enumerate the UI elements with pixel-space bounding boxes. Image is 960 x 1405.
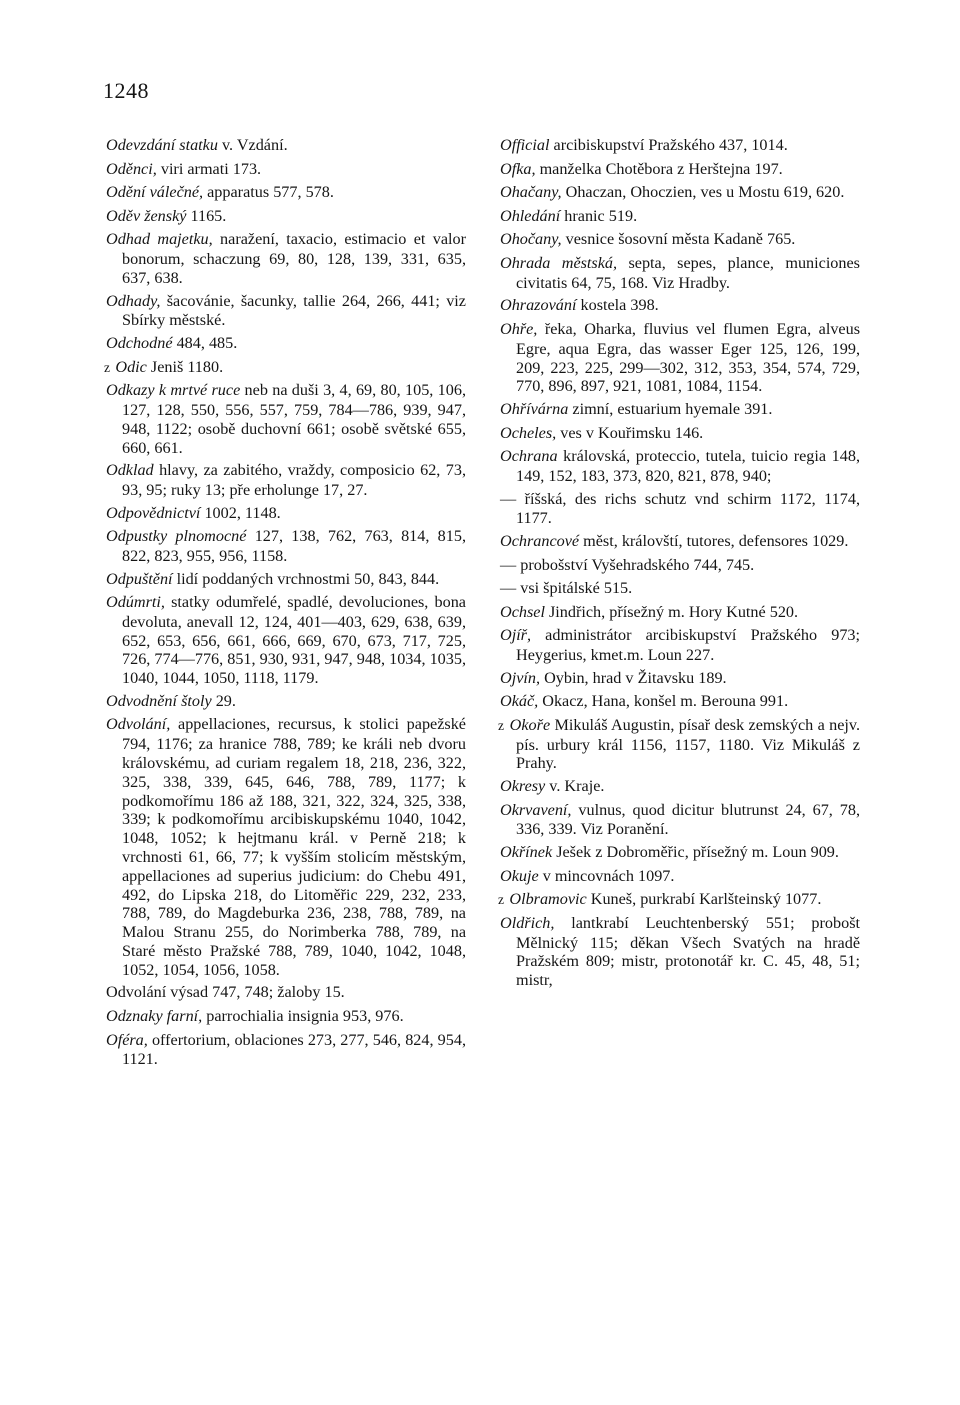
entry-text: Kuneš, purkrabí Karlšteinský 1077. <box>586 890 822 909</box>
entry-headword: Odhady, <box>106 291 161 310</box>
entry-headword: Okresy <box>500 777 546 796</box>
index-entry <box>498 447 860 486</box>
entry-text: hlavy, za zabitého, vraždy, composicio 62, 73, 93, 95; ruky 13; pře erholunge 17, 27. <box>122 461 466 499</box>
entry-headword: Okrvavení, <box>500 800 572 819</box>
entry-headword: Odklad <box>106 461 154 480</box>
index-entry <box>498 160 860 180</box>
entry-text: 29. <box>211 691 236 710</box>
entry-prefix: z <box>498 717 508 733</box>
entry-text: parrochialia insignia 953, 976. <box>202 1007 404 1026</box>
entry-headword: Ochsel <box>500 602 545 621</box>
entry-headword: Ohrada městská, <box>500 253 618 272</box>
index-entry <box>498 320 860 396</box>
entry-headword: Odpuštění <box>106 569 173 588</box>
entry-text: Odvolání výsad 747, 748; žaloby 15. <box>106 983 345 1002</box>
index-entry <box>104 381 466 457</box>
entry-text: statky odumřelé, spadlé, devoluciones, bona devoluta, anevall 12, 124, 401—403, 629, 638, 639, 652, 653, 656, 661, 666, 669, 670, 673, 717, 725, 726, 774—776, 851, 930, 931, 947, 948, 1034, 1035, 1040, 1044, 1050, 1118, 1179. <box>122 593 466 688</box>
entry-headword: Ochrancové <box>500 531 580 550</box>
entry-headword: Ofka, <box>500 159 536 178</box>
entry-headword: Okoře <box>509 715 551 734</box>
entry-text: v. Vzdání. <box>217 136 288 154</box>
entry-prefix: z <box>104 359 114 375</box>
entry-text: Oybin, hrad v Žitavsku 189. <box>540 668 727 687</box>
index-entry <box>498 400 860 420</box>
entry-text: lidí poddaných vrchnostmi 50, 843, 844. <box>172 569 440 588</box>
index-entry <box>498 692 860 712</box>
entry-text: v mincovnách 1097. <box>538 866 675 885</box>
entry-headword: Odpovědnictví <box>106 503 201 522</box>
index-entry <box>104 334 466 354</box>
index-entry <box>104 570 466 590</box>
index-entry <box>498 777 860 797</box>
index-entry <box>498 626 860 665</box>
index-entry <box>104 1007 466 1027</box>
entry-text: — vsi špitálské 515. <box>500 579 633 598</box>
index-entry <box>498 424 860 444</box>
entry-headword: Odění válečné, <box>106 183 204 202</box>
entry-text: Mikuláš Augustin, písař desk zemských a nejv. pís. urbury král 1156, 1157, 1180. Viz Mikuláš z Prahy. <box>516 715 860 773</box>
index-column-right <box>498 136 860 994</box>
entry-headword: Odevzdání statku <box>106 136 218 154</box>
index-entry <box>104 461 466 500</box>
index-entry <box>498 603 860 623</box>
entry-text: administrátor arcibiskupství Pražského 973; Heygerius, kmet.m. Loun 227. <box>516 626 860 665</box>
entry-headword: Oldřich, <box>500 913 555 932</box>
entry-headword: Oděv ženský <box>106 206 187 225</box>
index-entry <box>104 504 466 524</box>
entry-text: Jindřich, přísežný m. Hory Kutné 520. <box>544 602 799 621</box>
entry-text: 1165. <box>186 206 227 225</box>
entry-headword: Official <box>500 136 550 154</box>
index-entry <box>498 914 860 990</box>
entry-text: hranic 519. <box>560 206 638 225</box>
index-entry <box>104 136 466 156</box>
index-entry <box>498 579 860 599</box>
entry-headword: Ohačany, <box>500 183 562 202</box>
index-entry <box>104 527 466 566</box>
entry-text: vulnus, quod dicitur blutrunst 24, 67, 78, 336, 339. Viz Poranění. <box>516 800 860 839</box>
index-entry <box>104 207 466 227</box>
index-entry <box>104 715 466 979</box>
entry-text: septa, sepes, plance, municiones civitatis 64, 75, 168. Viz Hradby. <box>516 253 860 292</box>
entry-headword: Ochrana <box>500 447 558 466</box>
entry-headword: Ohočany, <box>500 230 562 249</box>
entry-text: v. Kraje. <box>545 777 605 796</box>
entry-headword: Odhad majetku, <box>106 230 213 249</box>
index-entry <box>104 183 466 203</box>
index-entry <box>498 890 860 910</box>
index-entry <box>104 358 466 378</box>
index-entry <box>498 669 860 689</box>
index-entry <box>498 296 860 316</box>
index-entry <box>498 230 860 250</box>
index-entry <box>104 593 466 688</box>
entry-text: řeka, Oharka, fluvius vel flumen Egra, alveus Egre, aqua Egra, das wasser Eger 125, 126, 199, 209, 223, 225, 299—302, 312, 353, 354, 574, 729, 770, 896, 897, 921, 1081, 1084, 1154. <box>516 319 860 396</box>
entry-text: vesnice šosovní města Kadaně 765. <box>561 230 796 249</box>
index-entry <box>498 490 860 529</box>
entry-headword: Ojvín, <box>500 668 541 687</box>
index-entry <box>498 716 860 773</box>
entry-text: manželka Chotěbora z Herštejna 197. <box>535 159 783 178</box>
entry-headword: Odkazy k mrtvé ruce <box>106 381 241 400</box>
entry-prefix: z <box>498 892 508 908</box>
entry-headword: Okáč, <box>500 692 539 711</box>
index-entry <box>498 136 860 156</box>
index-entry <box>498 532 860 552</box>
entry-text: Jeniš 1180. <box>146 357 224 376</box>
index-entry <box>104 160 466 180</box>
entry-text: šacovánie, šacunky, tallie 264, 266, 441; viz Sbírky městské. <box>122 291 466 330</box>
entry-headword: Odic <box>115 357 147 376</box>
index-entry <box>104 1031 466 1070</box>
index-entry <box>104 292 466 331</box>
entry-headword: Oféra, <box>106 1030 148 1049</box>
entry-text: Okacz, Hana, konšel m. Berouna 991. <box>538 692 789 711</box>
entry-text: kostela 398. <box>576 296 659 315</box>
entry-text: 484, 485. <box>172 333 238 352</box>
index-column-left <box>104 136 466 1073</box>
entry-headword: Ocheles, <box>500 423 557 442</box>
entry-text: offertorium, oblaciones 273, 277, 546, 824, 954, 1121. <box>122 1030 466 1069</box>
entry-text: — probošství Vyšehradského 744, 745. <box>500 555 755 574</box>
entry-headword: Odvodnění štoly <box>106 691 212 710</box>
entry-text: neb na duši 3, 4, 69, 80, 105, 106, 127, 128, 550, 556, 557, 759, 784—786, 939, 947, 948, 1122; osobě duchovní 661; osobě světské 655, 660, 661. <box>122 381 466 457</box>
entry-headword: Ojíř, <box>500 626 532 645</box>
entry-text: Ješek z Dobroměřic, přísežný m. Loun 909. <box>552 843 839 862</box>
entry-text: viri armati 173. <box>156 159 262 178</box>
index-entry <box>498 254 860 293</box>
entry-text: appellaciones, recursus, k stolici papežské 794, 1176; za hranice 788, 789; ke králi neb dvoru královskému, ad curiam regalem 18, 218, 236, 322, 325, 338, 339, 645, 646, 788, 789, 1177; k podkomořímu 186 až 188, 321, 322, 324, 325, 338, 339; k podkomořímu arcibiskupskému 1040, 1042, 1048, 1052; k hejtmanu král. v Perně 218; k vrchnosti 61, 66, 77; k vyšším stolicím městským, appellaciones ad superius judicium: do Chebu 491, 492, do Lipska 218, do Litoměřic 229, 232, 233, 788, 789, do Magdeburka 236, 238, 788, 789, na Malou Stranu 255, do Norimberka 788, 789, na Staré město Pražské 788, 789, 1040, 1042, 1048, 1052, 1054, 1056, 1058. <box>122 715 466 979</box>
index-entry <box>498 207 860 227</box>
entry-headword: Odvolání, <box>106 715 171 734</box>
index-entry <box>498 867 860 887</box>
entry-headword: Okuje <box>500 866 539 885</box>
index-entry <box>104 692 466 712</box>
entry-text: měst, královští, tutores, defensores 1029. <box>579 531 849 550</box>
entry-text: královská, proteccio, tutela, tuicio regia 148, 149, 152, 183, 373, 820, 821, 878, 940; <box>516 447 860 485</box>
entry-text: apparatus 577, 578. <box>203 183 334 202</box>
entry-headword: Okřínek <box>500 843 553 862</box>
entry-text: zimní, estuarium hyemale 391. <box>568 399 773 418</box>
entry-text: Ohaczan, Ohoczien, ves u Mostu 619, 620. <box>561 183 845 202</box>
entry-text: ves v Kouřimsku 146. <box>556 423 704 442</box>
entry-headword: Odúmrti, <box>106 593 165 612</box>
entry-headword: Ohrazování <box>500 296 577 315</box>
entry-headword: Oděnci, <box>106 159 157 178</box>
index-entry <box>498 556 860 576</box>
entry-headword: Ohře, <box>500 319 538 338</box>
entry-headword: Odznaky farní, <box>106 1007 203 1026</box>
entry-headword: Ohřívárna <box>500 399 569 418</box>
entry-text: naražení, taxacio, estimacio et valor bonorum, schaczung 69, 80, 128, 139, 331, 635, 637, 638. <box>122 230 467 287</box>
entry-text: 127, 138, 762, 763, 814, 815, 822, 823, 955, 956, 1158. <box>122 527 466 565</box>
index-entry <box>498 801 860 840</box>
entry-headword: Odpustky plnomocné <box>106 527 247 546</box>
entry-text: 1002, 1148. <box>200 503 281 522</box>
index-entry <box>104 983 466 1003</box>
index-entry <box>498 843 860 863</box>
entry-headword: Olbramovic <box>509 890 587 909</box>
entry-headword: Ohledání <box>500 206 561 225</box>
index-entry <box>104 230 466 287</box>
entry-text: arcibiskupství Pražského 437, 1014. <box>549 136 788 154</box>
entry-headword: Odchodné <box>106 333 173 352</box>
page-number: 1248 <box>103 78 149 103</box>
entry-text: lantkrabí Leuchtenberský 551; probošt Mělnický 115; děkan Všech Svatých na hradě Pražském 809; mistr, protonotář kr. C. 45, 48, 51; mistr, <box>516 913 860 990</box>
index-entry <box>498 183 860 203</box>
entry-text: — říšská, des richs schutz vnd schirm 1172, 1174, 1177. <box>500 489 860 528</box>
